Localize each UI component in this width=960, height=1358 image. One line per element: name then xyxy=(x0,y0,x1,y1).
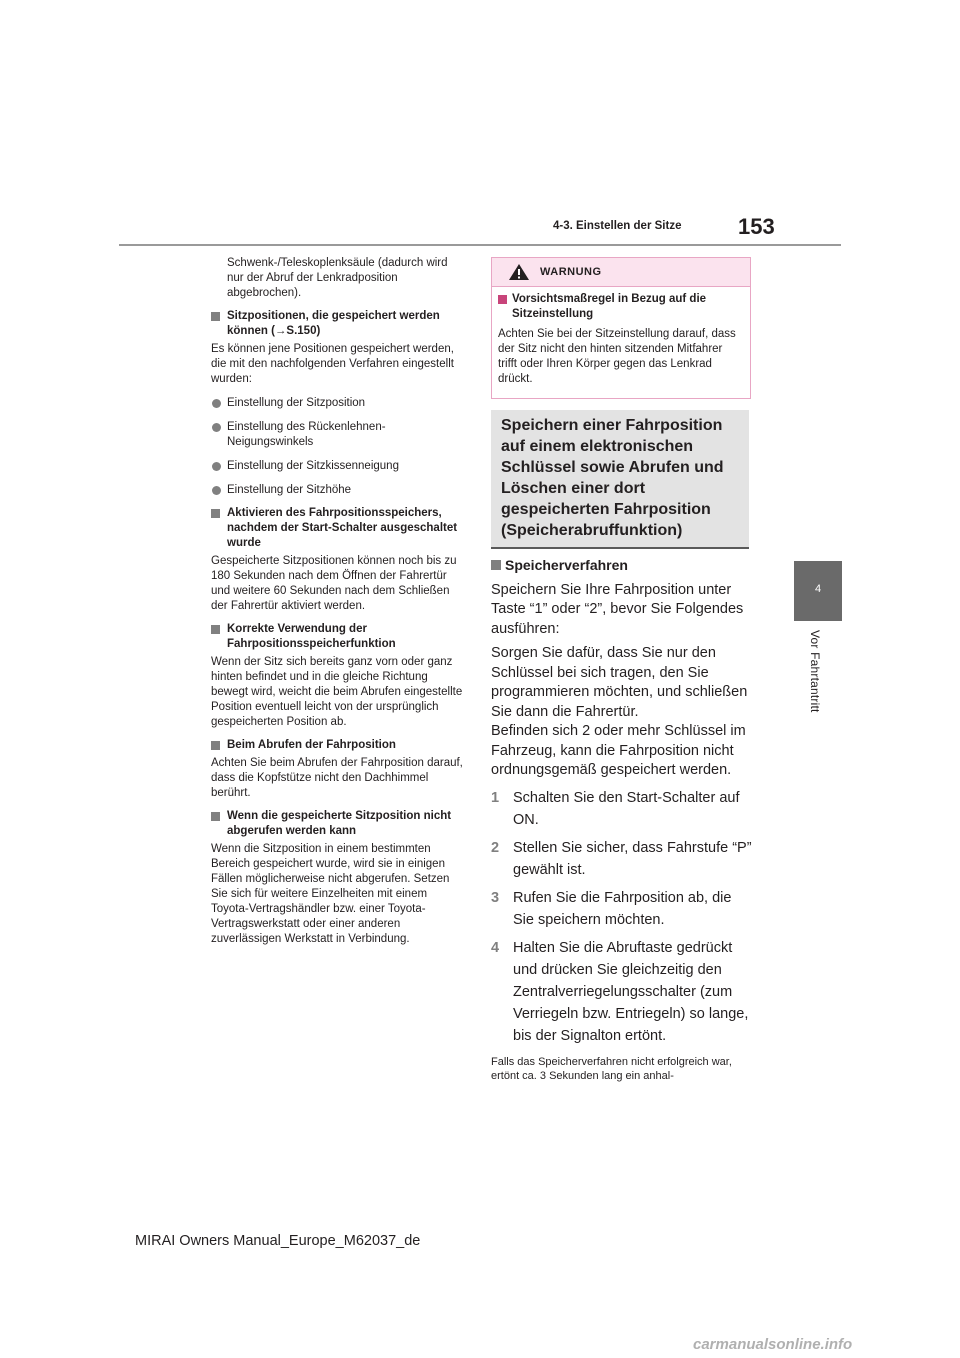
section-body: Achten Sie beim Abrufen der Fahrposition darauf, dass die Kopfstütze nicht den Dachhimmel berührt. xyxy=(211,757,463,799)
square-bullet-icon xyxy=(491,560,501,570)
section-heading: Sitzpositionen, die gespeichert werden können (→S.150) xyxy=(211,309,467,339)
list-item: Einstellung der Sitzkissenneigung xyxy=(211,459,467,474)
step-number: 1 xyxy=(491,789,500,806)
list-item: Einstellung des Rückenlehnen-Neigungswinkels xyxy=(211,420,467,450)
square-bullet-icon xyxy=(498,295,507,304)
square-bullet-icon xyxy=(211,509,220,518)
section-body: Wenn der Sitz sich bereits ganz vorn oder ganz hinten befindet und in die gleiche Richtung bewegt wird, weicht die beim Abrufen eingestellte Position eventuell leicht von der ursprünglich gespeicherten Position ab. xyxy=(211,656,463,728)
subsection-heading: Speicherverfahren xyxy=(491,556,753,576)
chapter-tab-title: Vor Fahrtantritt xyxy=(808,630,822,713)
list-item: Einstellung der Sitzposition xyxy=(211,396,467,411)
step-number: 3 xyxy=(491,889,500,906)
section-heading: Beim Abrufen der Fahrposition xyxy=(211,738,467,753)
step-number: 4 xyxy=(491,939,500,956)
paragraph: Speichern Sie Ihre Fahrposition unter Taste “1” oder “2”, bevor Sie Folgendes ausführen: xyxy=(491,581,744,637)
warning-body xyxy=(492,287,750,387)
warning-label: WARNUNG xyxy=(540,266,602,278)
section-body: Wenn die Sitzposition in einem bestimmten Bereich gespeichert wurde, wird sie in einigen Fällen möglicherweise nicht abgerufen. Setzen Sie sich für weitere Einzelheiten mit einem Toyota-Vertragshändler bzw. einer Toyota-Vertragswerkstatt oder einer anderen zuverlässigen Werkstatt in Verbindung. xyxy=(211,843,450,945)
warning-text: Achten Sie bei der Sitzeinstellung darauf, dass der Sitz nicht den hinten sitzenden Mitfahrer trifft oder Ihren Körper gegen das Lenkrad drückt. xyxy=(498,328,736,385)
header-rule xyxy=(119,244,841,246)
paragraph: Befinden sich 2 oder mehr Schlüssel im Fahrzeug, kann die Fahrposition nicht ordnungsgemäß gespeichert werden. xyxy=(491,723,746,778)
intro-text: Schwenk-/Teleskoplenksäule (dadurch wird nur der Abruf der Lenkradposition abgebrochen). xyxy=(227,257,448,299)
paragraph: Sorgen Sie dafür, dass Sie nur den Schlüssel bei sich tragen, den Sie programmieren möchten, und schließen Sie dann die Fahrertür. xyxy=(491,645,748,720)
note-text: Falls das Speicherverfahren nicht erfolgreich war, ertönt ca. 3 Sekunden lang ein anhal- xyxy=(491,1055,732,1082)
page-number: 153 xyxy=(738,214,775,239)
square-bullet-icon xyxy=(211,625,220,634)
section-title: Speichern einer Fahrposition auf einem elektronischen Schlüssel sowie Abrufen und Löschen einer dort gespeicherten Fahrposition (Speicherabruffunktion) xyxy=(501,417,724,539)
left-column xyxy=(211,256,467,947)
circle-bullet-icon xyxy=(212,462,221,471)
section-label: 4-3. Einstellen der Sitze xyxy=(553,220,682,232)
list-item: Einstellung der Sitzhöhe xyxy=(211,483,467,498)
section-heading: Korrekte Verwendung der Fahrpositionsspeicherfunktion xyxy=(211,622,467,652)
section-title-box xyxy=(491,410,749,549)
circle-bullet-icon xyxy=(212,399,221,408)
step-item: 2 Stellen Sie sicher, dass Fahrstufe “P” gewählt ist. xyxy=(491,837,753,881)
chapter-tab-number: 4 xyxy=(814,583,822,595)
step-number: 2 xyxy=(491,839,500,856)
right-column xyxy=(491,556,753,1084)
watermark: carmanualsonline.info xyxy=(693,1336,853,1353)
section-body: Es können jene Positionen gespeichert werden, die mit den nachfolgenden Verfahren eingestellt wurden: xyxy=(211,343,454,385)
warning-header xyxy=(492,258,750,287)
footer-text: MIRAI Owners Manual_Europe_M62037_de xyxy=(135,1233,421,1249)
warning-title: Vorsichtsmaßregel in Bezug auf die Sitzeinstellung xyxy=(498,292,744,322)
square-bullet-icon xyxy=(211,312,220,321)
square-bullet-icon xyxy=(211,741,220,750)
circle-bullet-icon xyxy=(212,486,221,495)
section-heading: Aktivieren des Fahrpositionsspeichers, nachdem der Start-Schalter ausgeschaltet wurde xyxy=(211,506,467,551)
section-heading: Wenn die gespeicherte Sitzposition nicht abgerufen werden kann xyxy=(211,809,467,839)
step-item: 3 Rufen Sie die Fahrposition ab, die Sie speichern möchten. xyxy=(491,887,753,931)
section-body: Gespeicherte Sitzpositionen können noch bis zu 180 Sekunden nach dem Öffnen der Fahrertür und weitere 60 Sekunden nach dem Schließen der Fahrertür aktiviert werden. xyxy=(211,555,457,612)
step-item: 1 Schalten Sie den Start-Schalter auf ON. xyxy=(491,787,753,831)
step-item: 4 Halten Sie die Abruftaste gedrückt und drücken Sie gleichzeitig den Zentralverriegelungsschalter (zum Verriegeln bzw. Entriegeln) so lange, bis der Signalton ertönt. xyxy=(491,937,753,1047)
square-bullet-icon xyxy=(211,812,220,821)
circle-bullet-icon xyxy=(212,423,221,432)
warning-box xyxy=(491,257,751,399)
warning-triangle-icon xyxy=(508,263,530,281)
